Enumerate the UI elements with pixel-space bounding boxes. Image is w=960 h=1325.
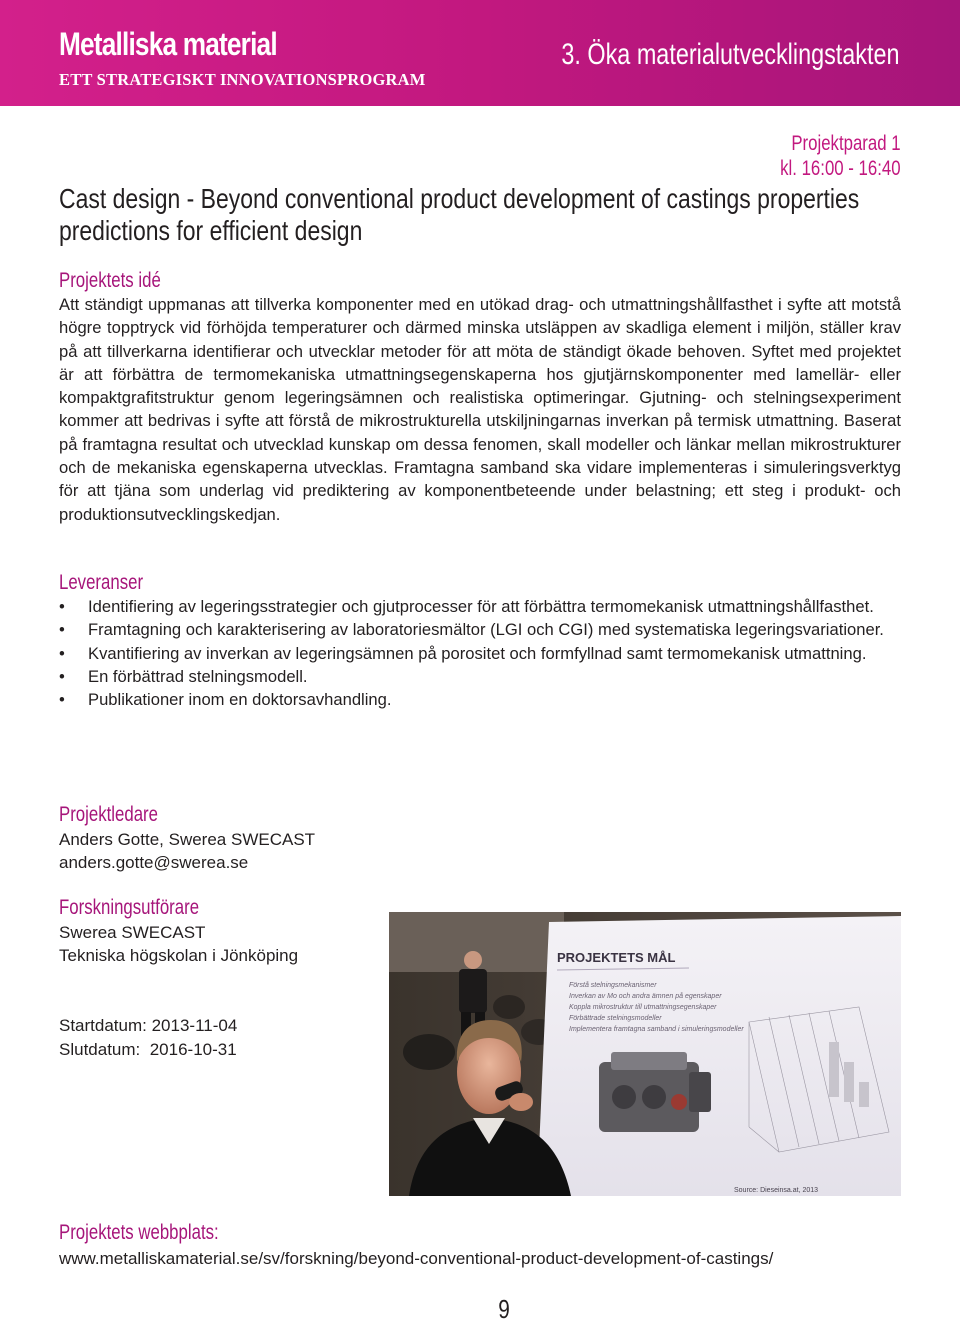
website-heading: Projektets webbplats: (59, 1221, 219, 1244)
photo-illustration (389, 912, 901, 1196)
brand-subtitle: ETT STRATEGISKT INNOVATIONSPROGRAM (59, 70, 426, 89)
page-number: 9 (498, 1294, 510, 1324)
leader-heading: Projektledare (59, 803, 158, 826)
start-date: Startdatum: 2013-11-04 (59, 1016, 238, 1035)
list-item: • Identifiering av legeringsstrategier och gjutprocesser för att förbättra termomekanisk utmattningshållfasthet. (59, 595, 901, 618)
slide-line: Förbättrade stelningsmodeller (569, 1015, 662, 1022)
list-item: • En förbättrad stelningsmodell. (59, 665, 901, 688)
engine-image (599, 1052, 711, 1132)
project-title: Cast design - Beyond conventional product development of castings properties predictions for efficient design (59, 183, 860, 246)
end-date: Slutdatum: 2016-10-31 (59, 1040, 237, 1059)
leader-name: Anders Gotte, Swerea SWECAST (59, 830, 316, 849)
session-info (781, 131, 901, 181)
brand-title: Metalliska material (59, 26, 277, 62)
slide-line: Implementera framtagna samband i simuleringsmodeller (569, 1026, 744, 1033)
idea-text: Att ständigt uppmanas att tillverka komponenter med en utökad drag- och utmattningshållfasthet i syfte att motstå högre topptryck vid förhöjda temperaturer och därmed minska utsläppen av skadliga element i miljön, ställer krav på att tillverkarna identifierar och utvecklar metoder för att möta de ständigt ökade behoven. Syftet med projektet är att förbättra de termomekaniska utmattningsegenskaperna hos gjutjärnskomponenter med lamellär- eller kompaktgrafitstruktur genom legeringsämnen och realistiska optimeringar. Gjutning- och stelningsexperiment kommer att bedrivas i syfte att förstå de mikrostrukturella utskiljningarnas inverkan på termisk utmattning. Baserat på framtagna resultat och utvecklad kunskap om dessa fenomen, skall modeller och länkar mellan mikrostrukturer och de mekaniska egenskaperna utvecklas. Framtagna samband ska vidare implementeras i simuleringsverktyg för att tjäna som underlag vid prediktering av komponentbeteende under belastning; ett steg i produkt- och produktionsutvecklingskedjan. (59, 295, 901, 524)
deliverables-list (59, 595, 901, 711)
list-item: • Publikationer inom en doktorsavhandling. (59, 688, 901, 711)
performer-org: Tekniska högskolan i Jönköping (59, 946, 299, 965)
idea-heading: Projektets idé (59, 269, 161, 292)
session-time: kl. 16:00 - 16:40 (780, 157, 901, 180)
leader-email: anders.gotte@swerea.se (59, 853, 249, 872)
slide-source: Source: Dieseinsa.at, 2013 (734, 1187, 819, 1194)
website-link[interactable]: www.metalliskamaterial.se/sv/forskning/beyond-conventional-product-development-of-castings/ (59, 1249, 774, 1268)
session-track: Projektparad 1 (791, 132, 901, 155)
presentation-photo (389, 912, 901, 1196)
performers-heading: Forskningsutförare (59, 896, 200, 919)
performer-org: Swerea SWECAST (59, 923, 206, 942)
list-item: • Kvantifiering av inverkan av legeringsämnen på porositet och formfyllnad samt termomekanisk utmattning. (59, 642, 901, 665)
deliverables-heading: Leveranser (59, 571, 144, 594)
slide-title: PROJEKTETS MÅL (557, 950, 676, 965)
page-header (0, 0, 960, 106)
list-item: • Framtagning och karakterisering av laboratoriesmältor (LGI och CGI) med systematiska legeringsvariationer. (59, 618, 901, 641)
slide-line: Koppla mikrostruktur till utmattningsegenskaper (569, 1004, 717, 1011)
section-title: 3. Öka materialutvecklingstakten (561, 38, 900, 71)
slide-line: Inverkan av Mo och andra ämnen på egenskaper (569, 993, 722, 1000)
slide-line: Förstå stelningsmekanismer (569, 982, 657, 989)
